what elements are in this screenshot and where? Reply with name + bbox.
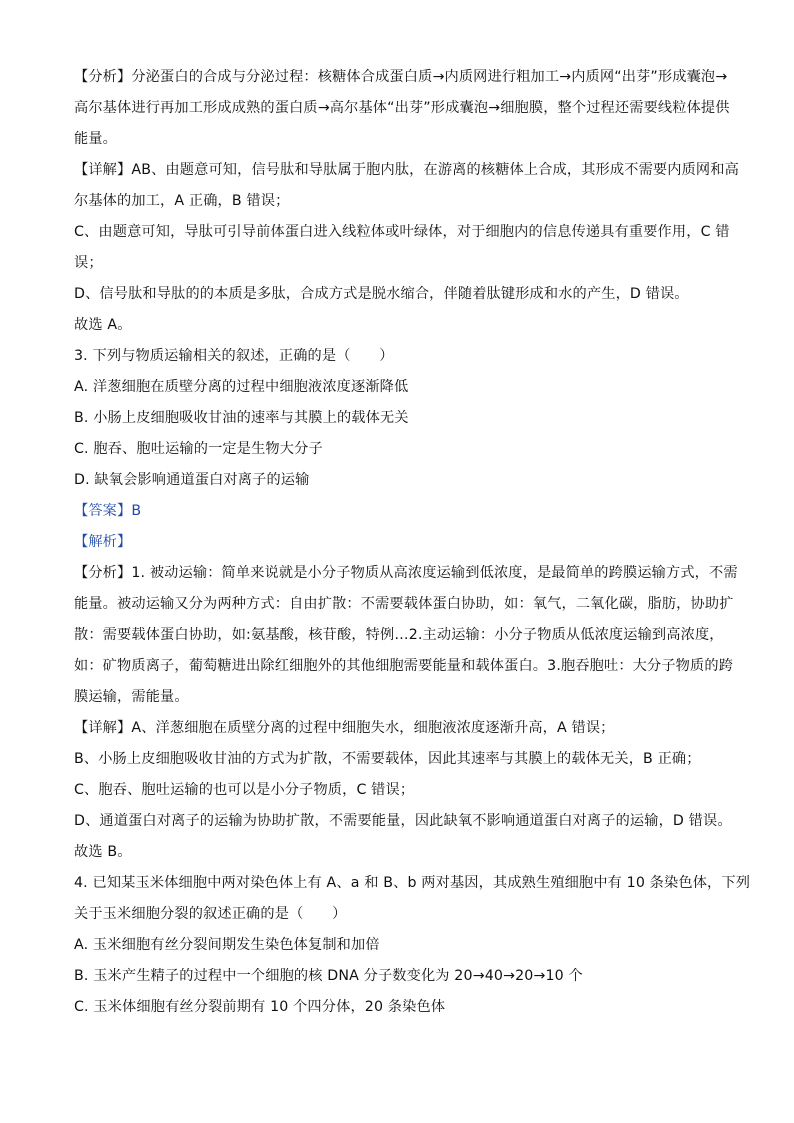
- question-3-option-b: B. 小肠上皮细胞吸收甘油的速率与其膜上的载体无关: [74, 410, 409, 426]
- text-line: 误；: [74, 255, 103, 271]
- question-4-option-b: B. 玉米产生精子的过程中一个细胞的核 DNA 分子数变化为 20→40→20→10 个: [74, 968, 583, 984]
- text-line: 【详解】A、洋葱细胞在质壁分离的过程中细胞失水，细胞液浓度逐渐升高，A 错误；: [74, 720, 615, 736]
- text-line: D、通道蛋白对离子的运输为协助扩散，不需要能量，因此缺氧不影响通道蛋白对离子的运输，D 错误。: [74, 813, 732, 829]
- document-content: [74, 62, 751, 1023]
- text-line: 【分析】分泌蛋白的合成与分泌过程：核糖体合成蛋白质→内质网进行粗加工→内质网“出芽”形成囊泡→: [74, 69, 728, 85]
- question-4-stem-line-2: 关于玉米细胞分裂的叙述正确的是（ ）: [74, 906, 347, 922]
- text-line: 能量。被动运输又分为两种方式：自由扩散：不需要载体蛋白协助，如：氧气，二氧化碳，脂肪，协助扩: [74, 596, 734, 612]
- text-line: 膜运输，需能量。: [74, 689, 189, 705]
- question-3-option-d: D. 缺氧会影响通道蛋白对离子的运输: [74, 472, 310, 488]
- text-line: 高尔基体进行再加工形成成熟的蛋白质→高尔基体“出芽”形成囊泡→细胞膜，整个过程还需要线粒体提供: [74, 100, 730, 116]
- text-line: C、胞吞、胞吐运输的也可以是小分子物质，C 错误；: [74, 782, 415, 798]
- question-4-option-a: A. 玉米细胞有丝分裂间期发生染色体复制和加倍: [74, 937, 380, 953]
- text-line: 尔基体的加工，A 正确，B 错误；: [74, 193, 290, 209]
- question-3-stem: 3. 下列与物质运输相关的叙述，正确的是（ ）: [74, 348, 394, 364]
- text-line: D、信号肽和导肽的的本质是多肽，合成方式是脱水缩合，伴随着肽键形成和水的产生，D 错误。: [74, 286, 689, 302]
- text-line: 如：矿物质离子，葡萄糖进出除红细胞外的其他细胞需要能量和载体蛋白。3.胞吞胞吐：大分子物质的跨: [74, 658, 734, 674]
- question-4-stem-line-1: 4. 已知某玉米体细胞中两对染色体上有 A、a 和 B、b 两对基因，其成熟生殖细胞中有 10 条染色体，下列: [74, 875, 751, 891]
- text-line: 【分析】1. 被动运输：简单来说就是小分子物质从高浓度运输到低浓度，是最简单的跨膜运输方式，不需: [74, 565, 738, 581]
- question-3-option-a: A. 洋葱细胞在质壁分离的过程中细胞液浓度逐渐降低: [74, 379, 409, 395]
- text-line: 故选 A。: [74, 317, 132, 333]
- text-line: 【详解】AB、由题意可知，信号肽和导肽属于胞内肽，在游离的核糖体上合成，其形成不需要内质网和高: [74, 162, 739, 178]
- question-3-option-c: C. 胞吞、胞吐运输的一定是生物大分子: [74, 441, 323, 457]
- analysis-heading: 【解析】: [74, 534, 132, 550]
- text-line: C、由题意可知，导肽可引导前体蛋白进入线粒体或叶绿体，对于细胞内的信息传递具有重要作用，C 错: [74, 224, 730, 240]
- text-line: 散：需要载体蛋白协助，如:氨基酸，核苷酸，特例…2.主动运输：小分子物质从低浓度运输到高浓度，: [74, 627, 724, 643]
- question-4-option-c: C. 玉米体细胞有丝分裂前期有 10 个四分体，20 条染色体: [74, 999, 446, 1015]
- answer-heading: 【答案】B: [74, 503, 142, 519]
- text-line: 能量。: [74, 131, 118, 147]
- text-line: 故选 B。: [74, 844, 132, 860]
- text-line: B、小肠上皮细胞吸收甘油的方式为扩散，不需要载体，因此其速率与其膜上的载体无关，B 正确；: [74, 751, 701, 767]
